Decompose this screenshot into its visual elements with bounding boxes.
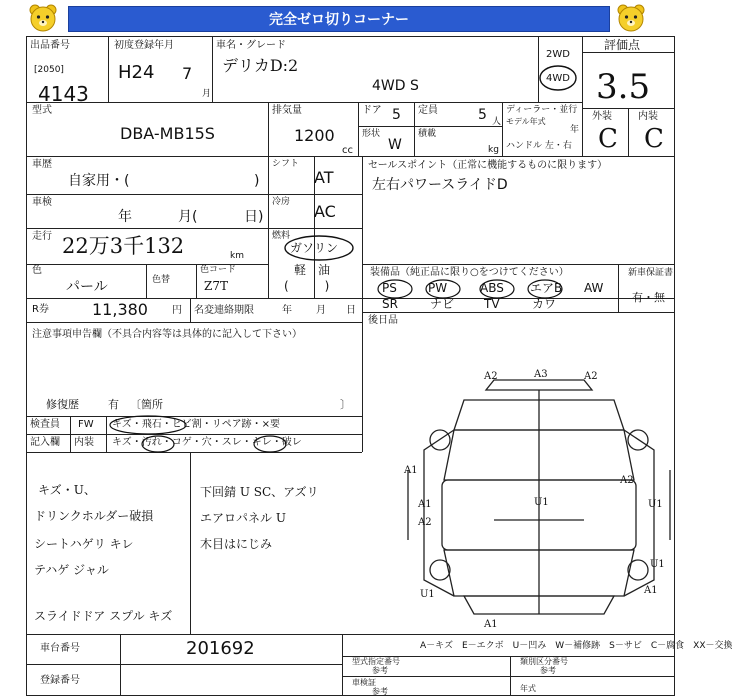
repair-has: 有 xyxy=(108,398,119,411)
damage-mark: U1 xyxy=(648,499,663,510)
rating-int-value: C xyxy=(644,124,664,154)
equipment-item: エアB xyxy=(530,281,563,295)
recycle-unit: 円 xyxy=(172,305,182,316)
dealer-model-year: モデル年式 xyxy=(506,117,546,126)
color-code: Z7T xyxy=(204,279,228,293)
displacement-label: 排気量 xyxy=(272,105,302,116)
footer-ref-label: 参考 xyxy=(372,687,388,696)
shape-value: W xyxy=(388,137,402,153)
notes-label: 注意事項申告欄（不具合内容等は具体的に記入して下さい） xyxy=(32,329,302,340)
drive-2wd: 2WD xyxy=(546,49,570,60)
use-value: 自家用・( xyxy=(68,173,130,189)
selected-circle-icon xyxy=(376,278,414,300)
lot-number: 4143 xyxy=(38,82,89,106)
footer-ref-label: 参考 xyxy=(540,666,556,675)
damage-mark: A2 xyxy=(418,517,432,528)
recycle-value: 11,380 xyxy=(92,300,148,319)
mileage-label: 走行 xyxy=(32,231,52,242)
rating-ext-value: C xyxy=(598,124,618,154)
damage-mark: A2 xyxy=(584,371,598,382)
selected-circle-icon xyxy=(538,64,578,92)
rating-label: 評価点 xyxy=(604,38,641,52)
damage-mark: U1 xyxy=(420,589,435,600)
chassis-label: 車台番号 xyxy=(40,643,80,654)
footer-cert-label: 車検証 xyxy=(352,678,376,687)
footer-ref-label: 参考 xyxy=(372,666,388,675)
capacity-label: 定員 xyxy=(418,105,438,116)
checker-row-1: キズ・飛石・ヒビ割・リペア跡・×要 xyxy=(112,419,280,430)
inspection-day: 日) xyxy=(244,209,264,225)
reg-no-label: 登録番号 xyxy=(40,675,80,686)
deadline-month: 月 xyxy=(316,305,326,316)
damage-mark: A3 xyxy=(534,369,548,380)
note-line: テハゲ ジャル xyxy=(34,563,109,577)
title-bar xyxy=(68,6,610,32)
drive-4wd: 4WD xyxy=(546,73,570,84)
lot-sub: [2050] xyxy=(34,65,64,75)
selected-circle-icon xyxy=(424,278,462,300)
aircon-value: AC xyxy=(314,202,336,221)
selected-circle-icon xyxy=(108,414,188,436)
equipment-item: PS xyxy=(382,281,397,295)
car-name: デリカD:2 xyxy=(222,56,299,75)
color-value: パール xyxy=(66,279,108,295)
footer-class-label: 類別区分番号 xyxy=(520,657,568,666)
note-line: ドリンクホルダー破損 xyxy=(34,509,154,523)
checker-interior: 内装 xyxy=(74,437,94,448)
shift-value: AT xyxy=(314,168,334,187)
note-line: 下回錆 U SC、アズリ xyxy=(200,485,319,499)
damage-mark: A1 xyxy=(404,465,418,476)
color-code-label: 色コード xyxy=(200,265,237,275)
aircon-label: 冷房 xyxy=(272,197,291,207)
note-line: キズ・U、 xyxy=(38,483,96,497)
checker-row-2: キズ・汚れ・コゲ・穴・スレ・キレ・破レ xyxy=(112,437,302,448)
registration-year: H24 xyxy=(118,62,155,83)
dealer-label: ディーラー・並行 xyxy=(506,105,578,115)
equipment-item: PW xyxy=(428,281,448,295)
selected-circle-icon xyxy=(478,278,516,300)
displacement-value: 1200 xyxy=(294,126,335,145)
capacity-unit: 人 xyxy=(492,117,502,127)
damage-mark: A2 xyxy=(620,475,634,486)
registration-label: 初度登録年月 xyxy=(114,40,174,51)
footer-type-number-label: 型式指定番号 xyxy=(352,657,400,666)
shape-label: 形状 xyxy=(362,129,381,139)
doors-label: ドア xyxy=(362,105,382,116)
rear-items-label: 後日品 xyxy=(368,315,398,326)
deadline-day: 日 xyxy=(346,305,356,316)
damage-mark: A1 xyxy=(484,619,498,630)
bear-mascot-icon xyxy=(26,2,60,36)
deadline-label: 名変連絡期限 xyxy=(194,305,254,316)
note-line: 木目はにじみ xyxy=(200,537,273,551)
fuel-label: 燃料 xyxy=(272,231,291,241)
car-label: 車名・グレード xyxy=(216,40,286,51)
warranty-label: 新車保証書 xyxy=(628,268,674,278)
inspection-year: 年 xyxy=(118,209,132,225)
checker-label-2: 記入欄 xyxy=(30,437,60,448)
doors-value: 5 xyxy=(392,107,401,123)
rating-ext-label: 外装 xyxy=(592,111,612,122)
fuel-gas: ガソリン xyxy=(290,241,339,255)
checker-label-1: 検査員 xyxy=(30,419,60,430)
dealer-handle: ハンドル 左・右 xyxy=(506,141,572,151)
shift-label: シフト xyxy=(272,159,300,169)
sales-point-value: 左右パワースライドD xyxy=(372,177,508,193)
damage-mark: A2 xyxy=(484,371,498,382)
use-label: 車歴 xyxy=(32,159,52,170)
displacement-unit: cc xyxy=(342,145,353,156)
repair-close: 〕 xyxy=(340,398,351,411)
selected-circle-icon xyxy=(252,434,288,454)
model-label: 型式 xyxy=(32,105,52,116)
page-title: 完全ゼロ切りコーナー xyxy=(269,12,409,28)
note-line: エアロパネル U xyxy=(200,511,286,525)
color-label: 色 xyxy=(32,265,42,276)
equipment-item: SR xyxy=(382,297,398,311)
inspection-label: 車検 xyxy=(32,197,52,208)
recycle-label: R券 xyxy=(32,304,49,315)
lot-label: 出品番号 xyxy=(30,40,70,51)
color-change-label: 色替 xyxy=(152,275,171,285)
warranty-value: 有・無 xyxy=(632,291,665,304)
rating-score: 3.5 xyxy=(596,67,651,107)
dealer-year-unit: 年 xyxy=(570,125,580,135)
use-close: ) xyxy=(254,173,260,189)
checker-fw: FW xyxy=(78,419,94,430)
load-label: 積載 xyxy=(418,129,437,139)
deadline-year: 年 xyxy=(282,305,292,316)
selected-circle-icon xyxy=(282,232,356,262)
damage-legend: A－キズ E－エクボ U－凹み W－補修跡 S－サビ C－腐食 XX－交換 xyxy=(420,641,732,651)
sales-point-label: セールスポイント（正常に機能するものに限ります） xyxy=(368,160,608,171)
equipment-item: TV xyxy=(484,297,500,311)
load-unit: kg xyxy=(488,145,499,155)
footer-year-label: 年式 xyxy=(520,684,536,693)
rating-int-label: 内装 xyxy=(638,111,658,122)
selected-circle-icon xyxy=(140,434,176,454)
capacity-value: 5 xyxy=(478,107,487,123)
note-line: スライドドア スプル キズ xyxy=(34,609,173,623)
damage-mark: U1 xyxy=(534,497,549,508)
car-grade: 4WD S xyxy=(372,78,419,94)
registration-month: 7 xyxy=(182,64,193,83)
selected-circle-icon xyxy=(526,278,564,300)
note-line: シートハゲリ キレ xyxy=(34,537,134,551)
damage-mark: A1 xyxy=(418,499,432,510)
equipment-item: カワ xyxy=(532,297,557,311)
model-value: DBA-MB15S xyxy=(120,124,215,143)
mileage-unit: km xyxy=(230,251,244,261)
inspection-month: 月( xyxy=(178,209,198,225)
damage-mark: A1 xyxy=(644,585,658,596)
bear-mascot-icon xyxy=(614,2,648,36)
equipment-item: ナビ xyxy=(430,297,455,311)
equipment-label: 装備品（純正品に限り○をつけてください） xyxy=(370,267,569,278)
repair-place: 〔箇所 xyxy=(130,398,163,411)
equipment-item: ABS xyxy=(480,281,504,295)
registration-month-unit: 月 xyxy=(202,89,212,99)
fuel-paren: ( ) xyxy=(284,279,330,293)
repair-label: 修復歴 xyxy=(46,398,79,411)
equipment-item: AW xyxy=(584,281,604,295)
chassis-value: 201692 xyxy=(186,638,255,659)
damage-mark: U1 xyxy=(650,559,665,570)
mileage-value: 22万3千132 xyxy=(62,234,185,258)
fuel-diesel: 軽 油 xyxy=(294,263,331,277)
